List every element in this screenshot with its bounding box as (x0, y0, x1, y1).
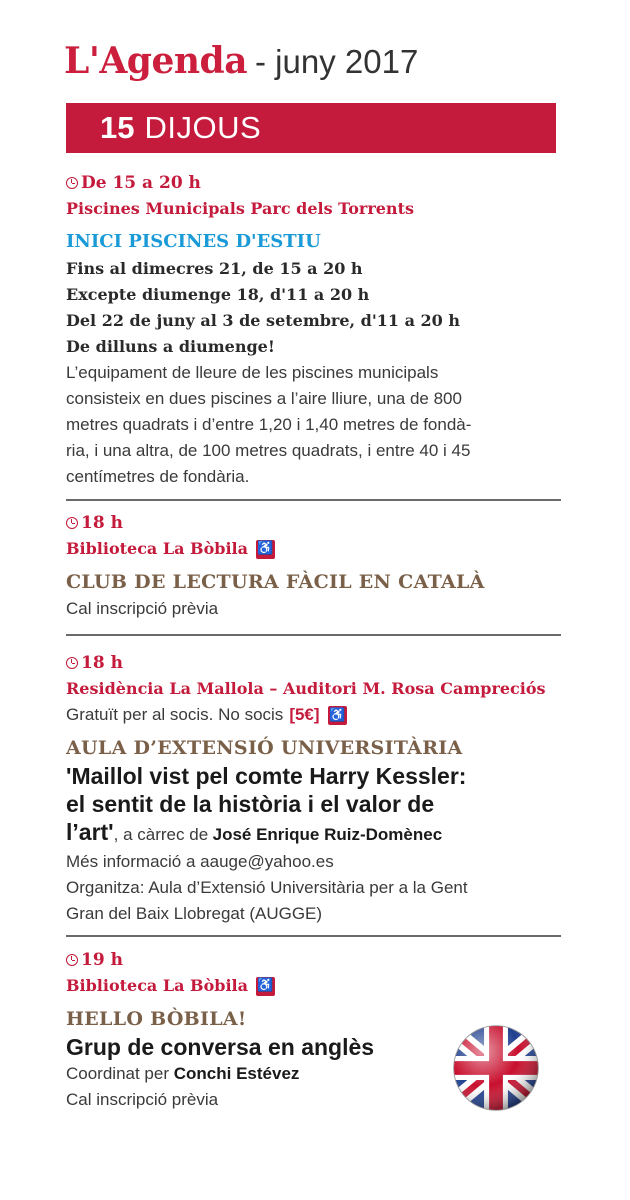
speaker-line: l’art', a càrrec de José Enrique Ruiz-Domènec (66, 819, 443, 845)
divider (66, 935, 561, 937)
day-banner (66, 103, 556, 153)
agenda-month: - juny 2017 (255, 43, 419, 80)
event-university-lecture (66, 650, 561, 927)
event-note: Cal inscripció prèvia (66, 1090, 219, 1109)
description-line: L’equipament de lleure de les piscines municipals (66, 363, 439, 382)
event-venue: Residència La Mallola – Auditori M. Rosa Campreciós (66, 679, 546, 698)
clock-icon (66, 657, 78, 669)
organizer-line: Gran del Baix Llobregat (AUGGE) (66, 904, 323, 923)
event-title: INICI PISCINES D'ESTIU (66, 231, 321, 252)
divider (66, 499, 561, 501)
event-pools (66, 170, 561, 490)
schedule-line: Fins al dimecres 21, de 15 a 20 h (66, 259, 363, 278)
coordinator-line: Coordinat per Conchi Estévez (66, 1064, 300, 1083)
wheelchair-icon: ♿ (256, 540, 275, 559)
info-line: Més informació a aauge@yahoo.es (66, 852, 334, 871)
clock-icon (66, 177, 78, 189)
event-title: HELLO BÒBILA! (66, 1008, 247, 1030)
clock-icon (66, 954, 78, 966)
wheelchair-icon: ♿ (256, 977, 275, 996)
price-tag: [5€] (289, 705, 320, 724)
description-line: ria, i una altra, de 100 metres quadrats, i entre 40 i 45 (66, 441, 471, 460)
lecture-title-line: 'Maillol vist pel comte Harry Kessler: (66, 763, 467, 789)
coordinator-name: Conchi Estévez (173, 1064, 300, 1083)
event-subtitle: Grup de conversa en anglès (66, 1034, 375, 1060)
event-time: De 15 a 20 h (66, 170, 561, 196)
schedule-line: Excepte diumenge 18, d'11 a 20 h (66, 285, 370, 304)
agenda-brand: L'Agenda (64, 40, 248, 82)
lecture-title-line: el sentit de la història i el valor de (66, 791, 435, 817)
clock-icon (66, 517, 78, 529)
event-title: AULA D’EXTENSIÓ UNIVERSITÀRIA (66, 737, 463, 759)
description-line: centímetres de fondària. (66, 467, 250, 486)
event-time: 18 h (66, 510, 561, 536)
description-line: consisteix en dues piscines a l’aire lliure, una de 800 (66, 389, 462, 408)
divider (66, 634, 561, 636)
info-email[interactable]: aauge@yahoo.es (200, 852, 334, 871)
event-venue: Piscines Municipals Parc dels Torrents (66, 199, 414, 218)
day-name: DIJOUS (144, 110, 262, 145)
description-line: metres quadrats i d’entre 1,20 i 1,40 metres de fondà- (66, 415, 472, 434)
event-time: 19 h (66, 947, 561, 973)
organizer-line: Organitza: Aula d’Extensió Universitària per a la Gent (66, 878, 468, 897)
schedule-line: De dilluns a diumenge! (66, 337, 275, 356)
speaker-name: José Enrique Ruiz-Domènec (212, 825, 443, 844)
event-time: 18 h (66, 650, 561, 676)
day-number: 15 (100, 110, 135, 145)
event-title: CLUB DE LECTURA FÀCIL EN CATALÀ (66, 571, 485, 593)
price-line: Gratuït per al socis. No socis [5€] ♿ (66, 702, 561, 728)
agenda-header (64, 40, 418, 82)
event-venue: Biblioteca La Bòbila ♿ (66, 539, 274, 558)
event-reading-club (66, 510, 561, 622)
uk-flag-globe-icon (450, 1022, 542, 1114)
event-note: Cal inscripció prèvia (66, 599, 219, 618)
wheelchair-icon: ♿ (328, 706, 347, 725)
event-venue: Biblioteca La Bòbila ♿ (66, 976, 274, 995)
schedule-line: Del 22 de juny al 3 de setembre, d'11 a 20 h (66, 311, 461, 330)
